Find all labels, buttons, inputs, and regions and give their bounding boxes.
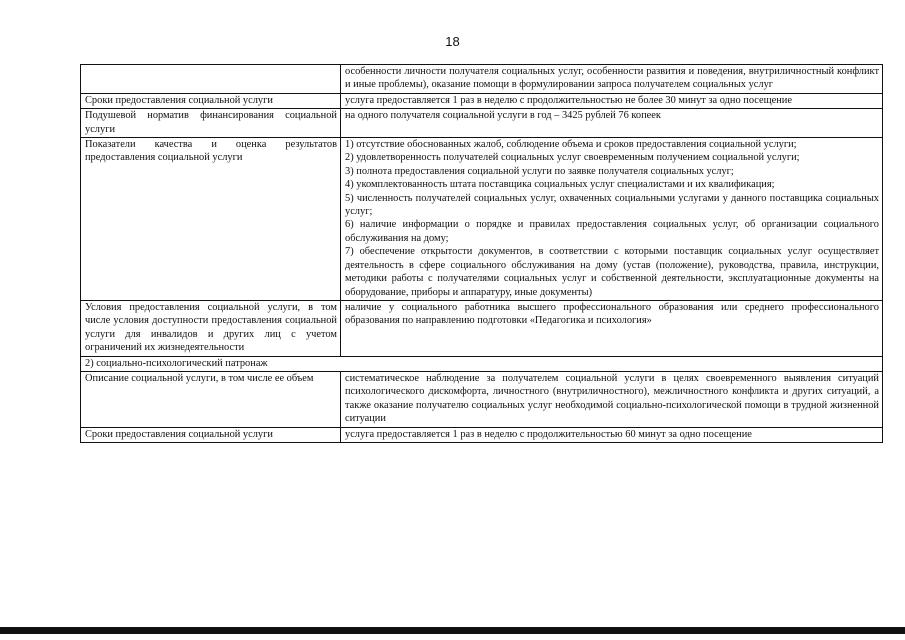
- quality-indicator-1: 1) отсутствие обоснованных жалоб, соблюдение объема и сроков предоставления социальной услуги;: [345, 139, 797, 151]
- row-label: Подушевой норматив финансирования социальной услуги: [81, 109, 341, 138]
- row-label: Условия предоставления социальной услуги, в том числе условия доступности предоставления социальной услуги для инвалидов и других лиц с учетом ограничений их жизнедеятельности: [81, 300, 341, 356]
- row-label: Сроки предоставления социальной услуги: [81, 93, 341, 108]
- row-label: [81, 65, 341, 94]
- row-value: [341, 427, 883, 442]
- row-value: [341, 300, 883, 356]
- row-value: [341, 93, 883, 108]
- row-label: Показатели качества и оценка результатов предоставления социальной услуги: [81, 138, 341, 301]
- row-label: Описание социальной услуги, в том числе ее объем: [81, 371, 341, 427]
- value-paragraph: услуга предоставляется 1 раз в неделю с продолжительностью не более 30 минут за одно посещение: [345, 94, 792, 106]
- table-row: [81, 427, 883, 442]
- value-paragraph: систематическое наблюдение за получателем социальной услуги в целях своевременного выявления ситуаций психологического дискомфорта, личностного (внутриличностного), межличностного конфликта и других ситуаций, а также оказание получателю социальных услуг необходимой социально-психологической помощи в трудной жизненной ситуации: [345, 372, 879, 425]
- section-heading-row: [81, 356, 883, 371]
- table-row: [81, 109, 883, 138]
- section-heading: 2) социально-психологический патронаж: [81, 356, 883, 371]
- quality-indicator-3: 3) полнота предоставления социальной услуги по заявке получателя социальных услуг;: [345, 165, 734, 177]
- row-value: [341, 109, 883, 138]
- quality-indicator-7: 7) обеспечение открытости документов, в соответствии с которыми поставщик социальных услуг осуществляет деятельность в сфере социального обслуживания на дому (устав (положение), руководства, правила, инструкции, методики работы с получателями социальных услуг и собственной деятельности, эксплуатационные документы на оборудование, приборы и аппаратуру, иные документы): [345, 246, 879, 298]
- quality-indicator-5: 5) численность получателей социальных услуг, охваченных социальными услугами у данного поставщика социальных услуг;: [345, 192, 879, 218]
- value-paragraph: на одного получателя социальной услуги в год – 3425 рублей 76 копеек: [345, 110, 661, 122]
- value-paragraph: наличие у социального работника высшего профессионального образования или среднего профессионального образования по направлению подготовки «Педагогика и психология»: [345, 301, 879, 327]
- quality-indicator-6: 6) наличие информации о порядке и правилах предоставления социальных услуг, об организации социального обслуживания на дому;: [345, 219, 879, 244]
- table-row: [81, 138, 883, 301]
- scan-edge-bar: [0, 627, 905, 634]
- row-label: Сроки предоставления социальной услуги: [81, 427, 341, 442]
- table-row: [81, 371, 883, 427]
- row-value: [341, 65, 883, 94]
- services-table: [80, 64, 883, 443]
- quality-indicator-2: 2) удовлетворенность получателей социальных услуг своевременным получением социальной услуги;: [345, 152, 800, 164]
- value-paragraph: особенности личности получателя социальных услуг, особенности развития и поведения, внутриличностный конфликт и иные проблемы), оказание помощи в формулировании запроса получателем социальных услуг: [345, 66, 879, 91]
- value-paragraph: услуга предоставляется 1 раз в неделю с продолжительностью 60 минут за одно посещение: [345, 428, 752, 440]
- quality-indicator-4: 4) укомплектованность штата поставщика социальных услуг специалистами и их квалификация;: [345, 179, 775, 191]
- table-row: [81, 65, 883, 94]
- page-number: 18: [445, 34, 460, 49]
- row-value: [341, 371, 883, 427]
- table-row: [81, 93, 883, 108]
- row-value: [341, 138, 883, 301]
- table-row: [81, 300, 883, 356]
